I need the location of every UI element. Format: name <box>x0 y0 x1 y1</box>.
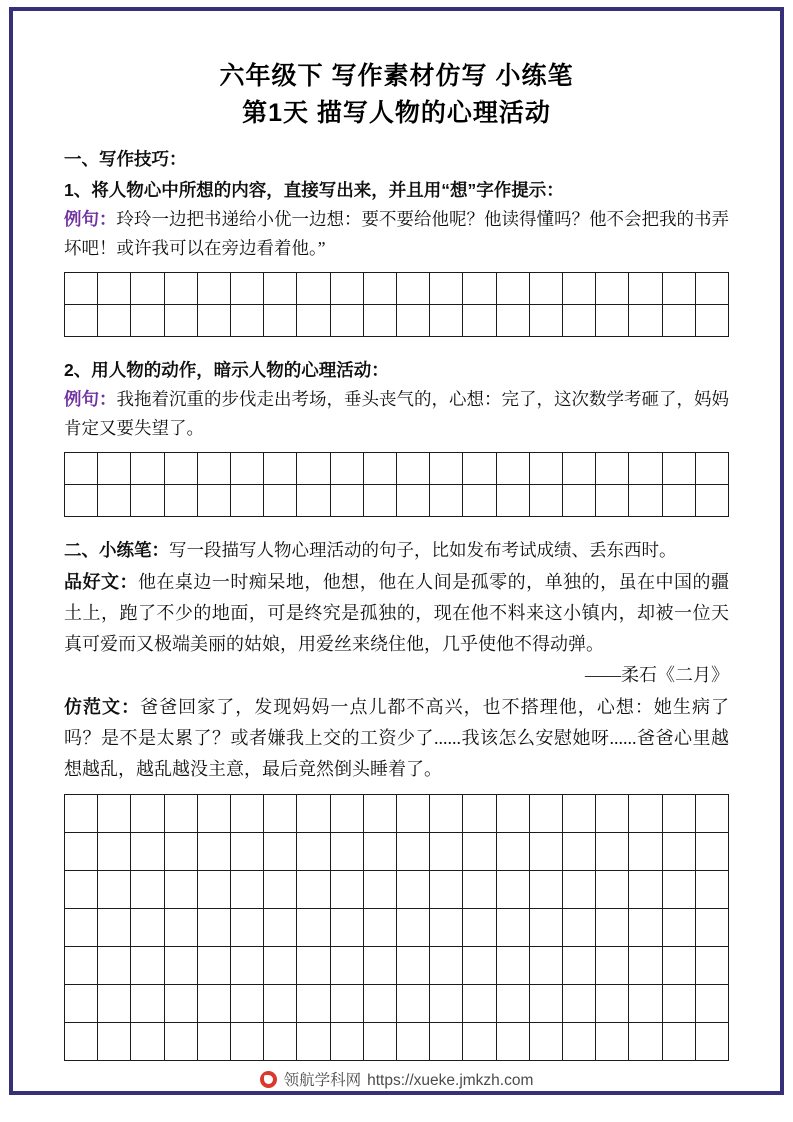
essay-attribution: ——柔石《二月》 <box>585 665 729 685</box>
grid-row <box>65 909 729 947</box>
writing-cell <box>397 909 430 947</box>
writing-cell <box>264 947 297 985</box>
writing-cell <box>165 795 198 833</box>
writing-cell <box>331 871 364 909</box>
writing-cell <box>198 453 231 485</box>
writing-cell <box>530 871 563 909</box>
writing-cell <box>497 453 530 485</box>
writing-cell <box>231 795 264 833</box>
writing-cell <box>264 1023 297 1061</box>
writing-cell <box>165 453 198 485</box>
writing-cell <box>629 833 662 871</box>
writing-cell <box>430 485 463 517</box>
writing-cell <box>65 485 98 517</box>
writing-cell <box>663 795 696 833</box>
page-footer <box>0 1068 793 1090</box>
good-essay-text: 他在桌边一时痴呆地，他想，他在人间是孤零的，单独的，虽在中国的疆土上，跑了不少的地面，可是终究是孤独的，现在他不料来这小镇内，却被一位天真可爱而又极端美丽的姑娘，用爱丝来绕住他，几乎使他不得动弹。 <box>64 572 730 654</box>
writing-cell <box>397 833 430 871</box>
writing-cell <box>98 947 131 985</box>
writing-cell <box>563 485 596 517</box>
writing-cell <box>497 305 530 337</box>
writing-cell <box>264 871 297 909</box>
writing-cell <box>397 947 430 985</box>
writing-cell <box>198 909 231 947</box>
writing-cell <box>165 985 198 1023</box>
writing-cell <box>563 305 596 337</box>
writing-cell <box>65 1023 98 1061</box>
writing-cell <box>65 909 98 947</box>
writing-cell <box>696 1023 729 1061</box>
writing-cell <box>165 947 198 985</box>
writing-cell <box>131 1023 164 1061</box>
writing-cell <box>65 871 98 909</box>
writing-cell <box>331 985 364 1023</box>
writing-cell <box>231 305 264 337</box>
writing-cell <box>530 795 563 833</box>
writing-cell <box>629 947 662 985</box>
writing-cell <box>364 485 397 517</box>
writing-cell <box>98 795 131 833</box>
writing-cell <box>397 1023 430 1061</box>
writing-cell <box>497 871 530 909</box>
writing-cell <box>364 909 397 947</box>
writing-cell <box>165 485 198 517</box>
writing-grid-1 <box>64 272 729 337</box>
writing-cell <box>231 871 264 909</box>
writing-cell <box>663 273 696 305</box>
writing-cell <box>430 909 463 947</box>
writing-cell <box>629 871 662 909</box>
writing-cell <box>331 795 364 833</box>
writing-cell <box>596 985 629 1023</box>
imitation-essay-text: 爸爸回家了，发现妈妈一点儿都不高兴，也不搭理他，心想：她生病了吗？是不是太累了？或者嫌我上交的工资少了......我该怎么安慰她呀......爸爸心里越想越乱，越乱越没主意，最后竟然倒头睡着了。 <box>64 697 730 779</box>
writing-cell <box>696 273 729 305</box>
grid-row <box>65 305 729 337</box>
writing-cell <box>629 985 662 1023</box>
writing-cell <box>198 833 231 871</box>
writing-cell <box>463 273 496 305</box>
writing-cell <box>663 305 696 337</box>
writing-cell <box>596 273 629 305</box>
writing-cell <box>629 453 662 485</box>
writing-cell <box>696 871 729 909</box>
writing-cell <box>696 833 729 871</box>
writing-cell <box>131 947 164 985</box>
good-essay-label: 品好文： <box>64 572 138 592</box>
writing-cell <box>364 1023 397 1061</box>
writing-cell <box>331 273 364 305</box>
writing-cell <box>198 305 231 337</box>
writing-cell <box>663 871 696 909</box>
writing-cell <box>297 273 330 305</box>
writing-cell <box>397 273 430 305</box>
writing-cell <box>530 833 563 871</box>
writing-cell <box>397 305 430 337</box>
writing-cell <box>364 305 397 337</box>
writing-cell <box>297 871 330 909</box>
writing-cell <box>231 1023 264 1061</box>
imitation-essay-label: 仿范文： <box>64 697 141 717</box>
writing-cell <box>198 985 231 1023</box>
grid-row <box>65 485 729 517</box>
writing-cell <box>231 909 264 947</box>
writing-cell <box>497 833 530 871</box>
writing-cell <box>430 947 463 985</box>
writing-cell <box>663 985 696 1023</box>
writing-cell <box>696 909 729 947</box>
writing-cell <box>231 485 264 517</box>
writing-cell <box>463 985 496 1023</box>
tip1-example-label: 例句： <box>64 209 117 229</box>
writing-cell <box>430 871 463 909</box>
writing-cell <box>331 485 364 517</box>
writing-cell <box>596 453 629 485</box>
writing-cell <box>364 833 397 871</box>
writing-cell <box>98 1023 131 1061</box>
writing-cell <box>65 305 98 337</box>
writing-cell <box>463 795 496 833</box>
writing-cell <box>629 305 662 337</box>
writing-cell <box>131 485 164 517</box>
writing-cell <box>231 985 264 1023</box>
grid-row <box>65 871 729 909</box>
tip2-example-sentence <box>64 385 729 443</box>
writing-cell <box>364 273 397 305</box>
writing-cell <box>397 453 430 485</box>
writing-cell <box>264 273 297 305</box>
writing-cell <box>497 795 530 833</box>
writing-grid-2 <box>64 452 729 517</box>
writing-cell <box>331 833 364 871</box>
writing-cell <box>430 305 463 337</box>
writing-cell <box>98 453 131 485</box>
writing-cell <box>198 871 231 909</box>
writing-cell <box>65 273 98 305</box>
writing-cell <box>297 1023 330 1061</box>
writing-cell <box>563 909 596 947</box>
tip1-example-text: 玲玲一边把书递给小优一边想：要不要给他呢？他读得懂吗？他不会把我的书弄坏吧！或许我可以在旁边看着他。” <box>64 209 729 258</box>
writing-cell <box>264 985 297 1023</box>
writing-cell <box>364 453 397 485</box>
writing-cell <box>264 305 297 337</box>
writing-cell <box>297 305 330 337</box>
writing-cell <box>563 833 596 871</box>
tip1-example-sentence <box>64 205 729 263</box>
writing-cell <box>331 947 364 985</box>
writing-cell <box>98 833 131 871</box>
writing-cell <box>131 909 164 947</box>
writing-cell <box>364 795 397 833</box>
writing-cell <box>65 833 98 871</box>
writing-cell <box>563 273 596 305</box>
writing-cell <box>663 947 696 985</box>
writing-cell <box>696 485 729 517</box>
writing-cell <box>364 985 397 1023</box>
grid-row <box>65 453 729 485</box>
writing-cell <box>198 485 231 517</box>
writing-cell <box>264 833 297 871</box>
writing-cell <box>131 273 164 305</box>
writing-cell <box>65 985 98 1023</box>
site-logo-icon <box>260 1071 277 1088</box>
writing-cell <box>364 947 397 985</box>
writing-cell <box>297 909 330 947</box>
writing-cell <box>596 1023 629 1061</box>
writing-cell <box>198 1023 231 1061</box>
grid-row <box>65 795 729 833</box>
writing-cell <box>430 985 463 1023</box>
writing-cell <box>131 833 164 871</box>
writing-cell <box>98 305 131 337</box>
writing-cell <box>696 305 729 337</box>
writing-cell <box>563 871 596 909</box>
writing-cell <box>165 871 198 909</box>
writing-cell <box>297 833 330 871</box>
writing-cell <box>530 273 563 305</box>
writing-cell <box>297 985 330 1023</box>
writing-cell <box>696 453 729 485</box>
writing-cell <box>165 1023 198 1061</box>
writing-cell <box>264 453 297 485</box>
grid-row <box>65 985 729 1023</box>
writing-cell <box>165 909 198 947</box>
writing-cell <box>430 453 463 485</box>
writing-cell <box>596 795 629 833</box>
writing-cell <box>463 453 496 485</box>
writing-cell <box>663 453 696 485</box>
writing-cell <box>297 947 330 985</box>
writing-cell <box>231 273 264 305</box>
writing-cell <box>397 795 430 833</box>
footer-site-name: 领航学科网 <box>283 1072 362 1089</box>
writing-cell <box>530 305 563 337</box>
writing-cell <box>629 485 662 517</box>
writing-cell <box>131 795 164 833</box>
writing-cell <box>497 985 530 1023</box>
good-essay-paragraph <box>64 567 729 660</box>
writing-cell <box>165 833 198 871</box>
writing-cell <box>297 453 330 485</box>
writing-cell <box>563 985 596 1023</box>
writing-cell <box>596 485 629 517</box>
writing-cell <box>663 909 696 947</box>
grid-row <box>65 833 729 871</box>
writing-cell <box>231 833 264 871</box>
writing-cell <box>463 909 496 947</box>
page-content <box>64 58 729 1061</box>
writing-cell <box>131 453 164 485</box>
section2-heading-text: 写一段描写人物心理活动的句子，比如发布考试成绩、丢东西时。 <box>169 540 677 560</box>
writing-cell <box>563 947 596 985</box>
writing-cell <box>629 795 662 833</box>
writing-cell <box>165 273 198 305</box>
writing-cell <box>497 1023 530 1061</box>
writing-cell <box>98 273 131 305</box>
writing-cell <box>696 947 729 985</box>
writing-cell <box>198 273 231 305</box>
section2-heading <box>64 536 729 565</box>
writing-cell <box>131 985 164 1023</box>
writing-cell <box>530 909 563 947</box>
writing-cell <box>430 833 463 871</box>
writing-cell <box>98 985 131 1023</box>
writing-cell <box>98 871 131 909</box>
writing-cell <box>596 947 629 985</box>
writing-cell <box>264 909 297 947</box>
writing-cell <box>331 305 364 337</box>
writing-cell <box>430 795 463 833</box>
writing-cell <box>596 909 629 947</box>
writing-cell <box>463 305 496 337</box>
grid-row <box>65 1023 729 1061</box>
writing-cell <box>563 795 596 833</box>
writing-cell <box>663 1023 696 1061</box>
section1-heading: 一、写作技巧： <box>64 149 187 169</box>
footer-url-link[interactable]: https://xueke.jmkzh.com <box>367 1072 534 1089</box>
page-subtitle: 第1天 描写人物的心理活动 <box>242 99 551 127</box>
page-title: 六年级下 写作素材仿写 小练笔 <box>219 62 574 90</box>
writing-cell <box>331 1023 364 1061</box>
writing-cell <box>198 947 231 985</box>
writing-cell <box>463 871 496 909</box>
writing-cell <box>463 485 496 517</box>
writing-cell <box>463 833 496 871</box>
writing-cell <box>98 909 131 947</box>
writing-cell <box>231 947 264 985</box>
writing-cell <box>596 833 629 871</box>
writing-cell <box>264 485 297 517</box>
writing-cell <box>530 453 563 485</box>
writing-cell <box>331 453 364 485</box>
writing-cell <box>596 871 629 909</box>
writing-cell <box>629 273 662 305</box>
writing-cell <box>563 1023 596 1061</box>
writing-cell <box>530 1023 563 1061</box>
writing-cell <box>397 485 430 517</box>
writing-cell <box>629 1023 662 1061</box>
writing-cell <box>397 871 430 909</box>
writing-cell <box>663 833 696 871</box>
writing-cell <box>497 485 530 517</box>
writing-cell <box>331 909 364 947</box>
section2-heading-label: 二、小练笔： <box>64 540 169 560</box>
writing-cell <box>165 305 198 337</box>
writing-cell <box>364 871 397 909</box>
writing-cell <box>596 305 629 337</box>
writing-cell <box>198 795 231 833</box>
writing-cell <box>65 453 98 485</box>
writing-cell <box>497 909 530 947</box>
writing-cell <box>397 985 430 1023</box>
writing-cell <box>297 795 330 833</box>
writing-cell <box>98 485 131 517</box>
writing-cell <box>131 871 164 909</box>
writing-cell <box>430 273 463 305</box>
tip2-example-label: 例句： <box>64 389 117 409</box>
writing-cell <box>463 1023 496 1061</box>
writing-cell <box>65 795 98 833</box>
grid-row <box>65 947 729 985</box>
tip2-heading: 2、用人物的动作，暗示人物的心理活动： <box>64 360 389 380</box>
writing-cell <box>297 485 330 517</box>
writing-cell <box>463 947 496 985</box>
writing-cell <box>563 453 596 485</box>
writing-cell <box>131 305 164 337</box>
writing-grid-3 <box>64 794 729 1061</box>
imitation-essay-paragraph <box>64 692 729 785</box>
writing-cell <box>231 453 264 485</box>
writing-cell <box>530 485 563 517</box>
writing-cell <box>696 985 729 1023</box>
grid-row <box>65 273 729 305</box>
writing-cell <box>530 947 563 985</box>
writing-cell <box>264 795 297 833</box>
writing-cell <box>530 985 563 1023</box>
writing-cell <box>497 947 530 985</box>
writing-cell <box>497 273 530 305</box>
writing-cell <box>629 909 662 947</box>
writing-cell <box>663 485 696 517</box>
tip1-heading: 1、将人物心中所想的内容，直接写出来，并且用“想”字作提示： <box>64 180 564 200</box>
writing-cell <box>65 947 98 985</box>
writing-cell <box>696 795 729 833</box>
tip2-example-text: 我拖着沉重的步伐走出考场，垂头丧气的，心想：完了，这次数学考砸了，妈妈肯定又要失望了。 <box>64 389 729 438</box>
writing-cell <box>430 1023 463 1061</box>
